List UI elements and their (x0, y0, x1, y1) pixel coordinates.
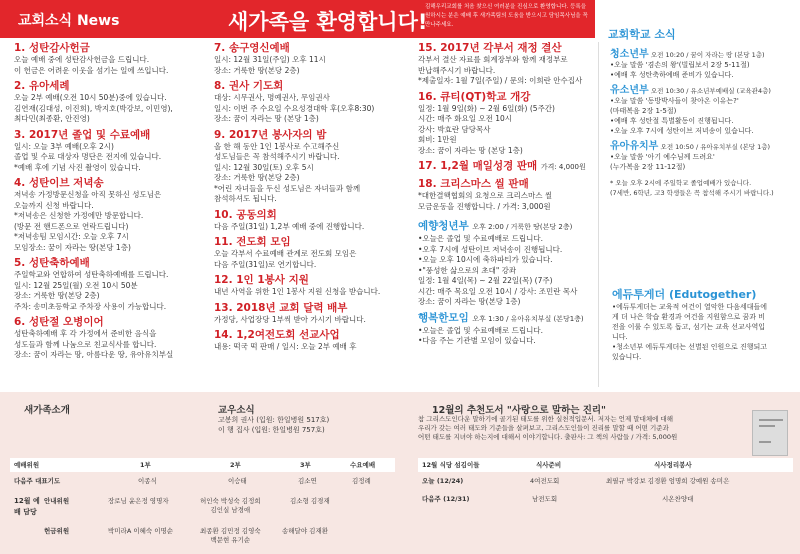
book-description: 참 그리스도인다운 말하기에 골기된 태도를 위한 실천적입문서. 저자는 언제 말대체에 대해 우리가 갖는 여러 태도와 기준들을 살펴보고, 그리스도인들이 진리를 말할 때 어떤 기준과 어떤 태도를 지녀야 하는지에 대해서 이야기합니다. 출판사: 그 책의 사람들 / 가격: 5,000원 (418, 415, 678, 441)
table-row (418, 474, 793, 488)
news-item-title: 8. 권사 기도회 (214, 80, 284, 92)
news-item-body: 올 한 해 동안 1인 1봉사로 수고해주신 성도님들은 꼭 참석해주시기 바랍니다. 일시: 12월 30일(토) 오후 5시 장소: 거룩한 땅(본당 2층) *어린 자녀들을 두신 성도님은 자녀들과 함께 참석하셔도 됩니다. (214, 141, 361, 203)
youth-meta: 오후 2:00 / 거룩한 땅(본당 2층) (472, 223, 573, 231)
news-item-body: *대한결핵협회의 요청으로 크리스마스 씰 모금운동을 진행합니다. / 가격: 3,000원 (418, 191, 553, 211)
school-block-name: 유아유치부 (610, 141, 659, 152)
happy-body: •오늘은 졸업 및 수료예배로 드립니다. •다음 주는 기관별 모임이 있습니다. (418, 325, 544, 345)
news-item-title: 2. 유아세례 (14, 80, 70, 92)
news-item-title: 4. 성탄이브 저녁송 (14, 177, 104, 189)
news-item-title: 18. 크리스마스 씰 판매 (418, 178, 529, 190)
news-title: 교회소식 News (18, 13, 120, 29)
table-cell: 다음주 (12/31) (422, 495, 470, 503)
school-block-meta: 오전 10:30 / 유소년부예배실 (교육관4층) (650, 87, 771, 95)
news-item-body: 내년 사역을 위한 1인 1봉사 지원 신청을 받습니다. (214, 287, 381, 296)
table-cell: 이승태 (228, 477, 247, 485)
news-item-title: 10. 공동의회 (214, 208, 277, 221)
happy-section-title: 행복한모임 오후 1:30 / 유아유치부실 (본당1층) (418, 311, 584, 324)
news-item-title: 5. 성탄축하예배 (14, 257, 90, 269)
table-cell: 안내위원 (44, 497, 70, 505)
new-family-title: 새가족소개 (24, 405, 70, 416)
school-block-name: 유소년부 (610, 85, 649, 96)
news-column-2 (214, 42, 414, 353)
table-header: 12월 식당 섬김이들 (422, 461, 480, 469)
table-row (10, 524, 395, 550)
table-cell: 김정례 (352, 477, 371, 485)
divider (598, 42, 599, 387)
school-block (610, 142, 795, 172)
table-row (10, 474, 395, 488)
table-cell: 박미라A 이혜숙 이명순 (108, 527, 174, 535)
table-cell: 송해달야 김재환 (282, 527, 329, 535)
news-item-title: 14. 1,2여전도회 선교사업 (214, 329, 340, 341)
school-block (610, 50, 795, 80)
news-item-title: 15. 2017년 각부서 재정 결산 (418, 42, 562, 54)
news-item-body: 저녁송 가정방문신청을 아직 못하신 성도님은 오늘까지 신청 바랍니다. *저녁송은 신청한 가정에만 방문합니다. (방문 전 핸드폰으로 연락드립니다) *저녁송팀 모임시간: 오늘 오후 7시 모임장소: 꿈이 자라는 땅(본당 1층) (14, 190, 162, 252)
table-cell: 다음주 대표기도 (14, 477, 61, 485)
table-header: 식사준비 (536, 461, 562, 469)
table-header: 1부 (140, 461, 151, 469)
news-item-body: 성탄축하예배 후 각 가정에서 준비한 음식을 성도들과 함께 나눔으로 친교식사를 합니다. 장소: 꿈이 자라는 땅, 아름다운 땅, 유아유치부실 (14, 329, 174, 359)
table-header: 예배위원 (14, 461, 40, 469)
news-item-body: 오늘 2부 예배(오전 10시 50분)중에 있습니다. 김연재(김대성, 이진희), 박지호(박강보, 이민영), 최다민(최종환, 안진영) (14, 93, 173, 123)
table-header: 수요예배 (350, 461, 376, 469)
welcome-note: 김해우리교회를 처음 찾으신 여러분을 진심으로 환영합니다. 등록을 원하시는 분은 예배 후 새가족팀의 도움을 받으시고 담임목사님을 꼭 만나주세요. (425, 4, 588, 28)
news-item-body: 주일학교와 연합하여 성탄축하예배를 드립니다. 일시: 12월 25일(월) 오전 10시 50분 장소: 거룩한 땅(본당 2층) 주차: 송미초등학교 주차장 사용이 가능합니다. (14, 270, 169, 311)
school-block-body: •오늘 말씀 '겸손의 왕'(빌립보서 2장 5-11절) •예배 후 성탄축하예배 준비가 있습니다. (610, 61, 750, 79)
news-item-title: 13. 2018년 교회 달력 배부 (214, 301, 348, 314)
school-block-body: •오늘 말씀 '동방박사들이 찾아온 이유는?' (마태복음 2장 1-5절) •예배 후 성탄절 특별활동이 진행됩니다. •오늘 오후 7시에 성탄이브 저녁송이 있습니다. (610, 97, 754, 135)
news-item-body: 일시: 오늘 3부 예배(오후 2시) 졸업 및 수료 대상자 명단은 전지에 있습니다. *예배 후에 기념 사진 촬영이 있습니다. (14, 141, 162, 172)
news-column-1 (14, 42, 209, 361)
school-block-body: •오늘 말씀 '아기 예수님께 드려요' (누가복음 2장 11-12절) (610, 153, 715, 171)
members-news-line: 이 행 집사 (입원: 한일병원 757호) (218, 426, 325, 434)
december-service-label: 12월 예배 담당 (14, 497, 40, 516)
table-cell: 김소형 김경재 (290, 497, 330, 505)
news-item-body: 대상: 시무권사, 명예권사, 무임권사 일시: 이번 주 수요일 수요성경대학 후(오후8:30) 장소: 꿈이 자라는 땅 (본당 1층) (214, 93, 375, 123)
news-item-title: 7. 송구영신예배 (214, 42, 290, 54)
table-cell: 남전도회 (532, 495, 558, 503)
church-school-title: 교회학교 소식 (608, 28, 676, 41)
table-cell: 김소연 (298, 477, 317, 485)
school-footnote: * 오늘 오후 2시에 주일학교 졸업예배가 있습니다. (7세반, 6학년, 고3 학생들은 꼭 참석해 주시기 바랍니다.) (610, 179, 774, 197)
service-header-row (10, 458, 395, 472)
table-cell: 허인숙 박성숙 김정희 김인실 남경애 (200, 497, 261, 514)
news-item-title: 3. 2017년 졸업 및 수료예배 (14, 128, 151, 141)
school-block (610, 86, 795, 136)
youth-body: •오늘은 졸업 및 수료예배로 드립니다. •오후 7시에 성탄이브 저녁송이 진행됩니다. •오늘 오후 10시에 축하파티가 있습니다. •"풍성한 삶으로의 초대" 강좌 일정: 1월 4일(목) ~ 2월 22일(목) (7주) 시간: 매주 목요일 오전 10시 / 강사: 조민란 목사 장소: 꿈이 자라는 땅(본당 1층) (418, 234, 578, 306)
meal-header-row (418, 458, 793, 472)
news-item-title: 1. 성탄감사헌금 (14, 42, 90, 54)
table-cell: 4여전도회 (530, 477, 560, 485)
news-item-body: 오늘 예배 중에 성탄감사헌금을 드립니다. 이 헌금은 어려운 이웃을 섬기는 일에 쓰입니다. (14, 55, 169, 75)
youth-section-title: 예향청년부 오후 2:00 / 거룩한 땅(본당 2층) (418, 220, 573, 232)
table-cell: 최종환 김민정 김영숙 백문현 유기순 (200, 527, 261, 544)
members-news-line: 고봉희 권사 (입원: 한일병원 517호) (218, 416, 330, 424)
welcome-headline: 새가족을 환영합니다! (228, 10, 428, 34)
school-block-name: 청소년부 (610, 49, 649, 60)
news-item-price: 가격: 4,000원 (540, 163, 586, 171)
book-title: 12월의 추천도서 "사랑으로 말하는 진리" (432, 405, 607, 416)
edutogether-title: 에듀투게더 (Edutogether) (612, 288, 757, 301)
table-cell: 시온찬양대 (662, 495, 694, 503)
news-item-body: 일정: 1월 9일(화) ~ 2월 6일(화) (5주간) 시간: 매주 화요일 오전 10시 강사: 박효란 담당목사 회비: 1만원 장소: 꿈이 자라는 땅 (본당 1층) (418, 103, 555, 155)
edutogether-body: •에듀투게더는 교육적 여건이 열악한 다음세대들에 게 더 나은 학습 환경과 여건을 지원함으로 꿈과 비 전을 이룰 수 있도록 돕고, 섬기는 교육 선교사역입 니다. •청소년부 에듀투게더는 선별된 인원으로 진행되고 있습니다. (612, 303, 768, 361)
edutogether-section (612, 290, 796, 362)
table-cell: 최필규 박강보 김경환 엄명희 강예원 송미은 (606, 477, 730, 485)
table-cell: 헌금위원 (44, 527, 70, 535)
school-block-meta: 오전 10:50 / 유아유치부실 (본당 1층) (660, 143, 771, 151)
news-item-title: 11. 전도회 모임 (214, 236, 291, 248)
news-item-body: 내용: 떡국 떡 판매 / 일시: 오늘 2부 예배 후 (214, 342, 357, 351)
table-cell: 장로님 윤은정 영명자 (108, 497, 169, 505)
news-item-body: 오늘 각부서 수료예배 관계로 전도회 모임은 다음 주일(31일)로 연기합니다. (214, 249, 357, 269)
table-header: 식사정리봉사 (654, 461, 692, 469)
school-block-meta: 오전 10:20 / 꿈이 자라는 땅 (본당 1층) (650, 51, 765, 59)
news-item-title: 9. 2017년 봉사자의 밤 (214, 128, 327, 141)
table-header: 2부 (230, 461, 241, 469)
news-item-title: 17. 1,2월 매일성경 판매 가격: 4,000원 (418, 160, 586, 172)
news-item-body: 다음 주일(31일) 1,2부 예배 중에 진행합니다. (214, 221, 365, 231)
news-item-title: 6. 성탄절 오병이어 (14, 316, 104, 328)
table-row (10, 494, 395, 520)
news-item-body: 일시: 12월 31일(주일) 오후 11시 장소: 거룩한 땅(본당 2층) (214, 55, 326, 75)
table-cell: 이종식 (138, 477, 157, 485)
news-column-3 (418, 42, 596, 347)
table-cell: 오늘 (12/24) (422, 477, 464, 485)
members-news-title: 교우소식 (218, 405, 255, 416)
table-header: 3부 (300, 461, 311, 469)
news-item-title: 16. 큐티(QT)학교 개강 (418, 90, 531, 103)
church-school-section (610, 50, 795, 198)
book-cover-image (752, 410, 788, 456)
news-item-title: 12. 1인 1봉사 지원 (214, 274, 309, 286)
happy-meta: 오후 1:30 / 유아유치부실 (본당1층) (472, 314, 584, 323)
news-item-body: 각부서 결산 자료를 회계장부와 함께 재정부로 반납해주시기 바랍니다. *제출일자: 1월 7일(주일) / 문의: 이희란 안수집사 (418, 55, 583, 85)
table-row (418, 492, 793, 506)
news-item-body: 가정당, 사업장당 1부씩 받아 가시기 바랍니다. (214, 314, 366, 324)
